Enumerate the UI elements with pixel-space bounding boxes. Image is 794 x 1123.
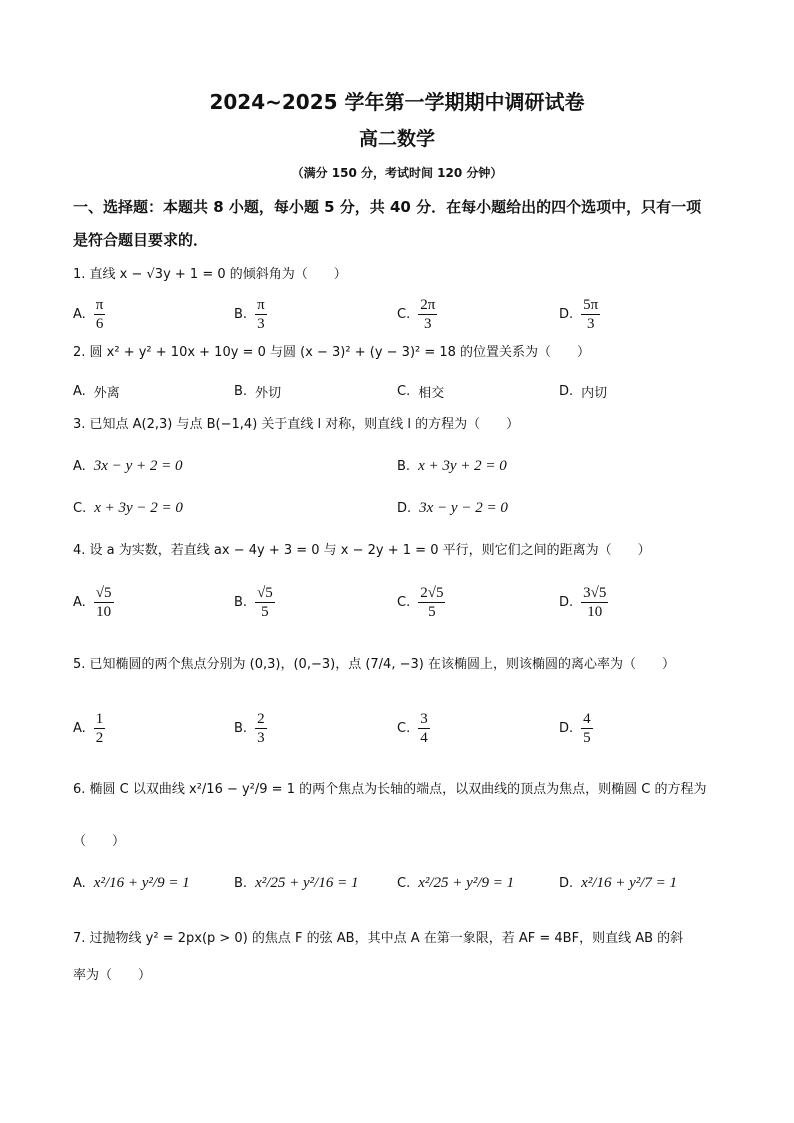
option-label: D. [559, 876, 574, 891]
question-1-option-c [397, 296, 437, 333]
option-label: A. [73, 721, 86, 736]
option-label: B. [234, 307, 248, 322]
fraction-numerator: π [95, 297, 104, 313]
option-label: A. [73, 384, 86, 399]
question-4-option-c [397, 584, 445, 621]
fraction-numerator: 2π [420, 297, 436, 313]
question-3-option-b [397, 458, 507, 475]
option-fraction [255, 710, 267, 747]
option-label: B. [234, 721, 248, 736]
option-label: D. [559, 595, 574, 610]
fraction-numerator: 1 [95, 711, 104, 727]
option-label: A. [73, 459, 86, 474]
fraction-denominator: 3 [257, 730, 265, 746]
option-label: D. [559, 721, 574, 736]
fraction-denominator: 3 [257, 316, 265, 332]
question-3-option-d [397, 500, 508, 517]
fraction-numerator: √5 [257, 585, 273, 601]
question-5-option-d [559, 710, 593, 747]
option-fraction [94, 296, 106, 333]
option-text: 3x − y + 2 = 0 [93, 458, 183, 474]
question-5-stem: 5. 已知椭圆的两个焦点分别为 (0,3)，(0,−3)，点 (7/4, −3) 在该椭圆上，则该椭圆的离心率为（ ） [73, 657, 675, 672]
question-7-stem: 7. 过抛物线 y² = 2px(p > 0) 的焦点 F 的弦 AB，其中点 A 在第一象限，若 AF = 4BF，则直线 AB 的斜 [73, 931, 684, 946]
option-label: C. [397, 876, 411, 891]
question-1-option-b [234, 296, 267, 333]
option-fraction [581, 710, 593, 747]
option-fraction [94, 584, 114, 621]
exam-note: （满分 150 分，考试时间 120 分钟） [291, 166, 503, 180]
question-3-stem: 3. 已知点 A(2,3) 与点 B(−1,4) 关于直线 l 对称，则直线 l 的方程为（ ） [73, 417, 520, 432]
option-fraction [581, 296, 600, 333]
option-label: B. [234, 876, 248, 891]
option-label: D. [559, 307, 574, 322]
fraction-denominator: 10 [587, 604, 603, 620]
question-1-stem: 1. 直线 x − √3y + 1 = 0 的倾斜角为（ ） [73, 267, 347, 282]
question-5-option-c [397, 710, 430, 747]
exam-title: 2024~2025 学年第一学期期中调研试卷 [209, 90, 585, 114]
option-text: 外离 [93, 386, 120, 401]
option-fraction [94, 710, 106, 747]
section-heading-line1: 一、选择题：本题共 8 小题，每小题 5 分，共 40 分．在每小题给出的四个选项中，只有一项 [73, 198, 702, 216]
option-label: B. [234, 595, 248, 610]
fraction-denominator: 5 [261, 604, 269, 620]
option-text: 相交 [418, 386, 445, 401]
option-text: x²/25 + y²/16 = 1 [255, 875, 359, 891]
fraction-numerator: 3 [420, 711, 428, 727]
option-text: x + 3y + 2 = 0 [418, 458, 507, 474]
question-4-option-b [234, 584, 275, 621]
option-label: A. [73, 876, 86, 891]
option-label: C. [397, 384, 411, 399]
option-label: D. [559, 384, 574, 399]
section-heading [73, 191, 733, 257]
fraction-denominator: 10 [96, 604, 112, 620]
question-6-option-d [559, 875, 677, 892]
question-2-option-c [397, 382, 444, 401]
question-2-option-b [234, 382, 281, 401]
option-text: x²/25 + y²/9 = 1 [418, 875, 515, 891]
option-label: C. [397, 721, 411, 736]
question-6-option-c [397, 875, 514, 892]
option-text: 外切 [255, 386, 282, 401]
option-label: C. [397, 307, 411, 322]
fraction-numerator: 3√5 [583, 585, 607, 601]
fraction-denominator: 2 [95, 730, 104, 746]
option-label: B. [397, 459, 411, 474]
option-text: x + 3y − 2 = 0 [94, 500, 183, 516]
exam-subject: 高二数学 [358, 128, 435, 150]
option-fraction [581, 584, 608, 621]
question-4-option-a [73, 584, 114, 621]
question-3-option-c [73, 500, 183, 517]
question-4-option-d [559, 584, 608, 621]
option-label: C. [73, 501, 87, 516]
question-6-option-b [234, 875, 358, 892]
option-label: A. [73, 595, 86, 610]
option-fraction [418, 296, 437, 333]
question-1-option-d [559, 296, 600, 333]
section-heading-line2: 是符合题目要求的． [73, 231, 209, 249]
option-text: 内切 [581, 386, 608, 401]
question-1-option-a [73, 296, 105, 333]
fraction-numerator: 4 [583, 711, 591, 727]
question-7-stem-continued: 率为（ ） [73, 968, 152, 983]
option-text: x²/16 + y²/9 = 1 [93, 875, 190, 891]
option-fraction [255, 296, 267, 333]
question-2-stem: 2. 圆 x² + y² + 10x + 10y = 0 与圆 (x − 3)² + (y − 3)² = 18 的位置关系为（ ） [73, 345, 591, 360]
fraction-denominator: 5 [428, 604, 436, 620]
question-6-stem-continued: （ ） [73, 834, 126, 849]
fraction-numerator: 2√5 [420, 585, 444, 601]
fraction-numerator: π [257, 297, 265, 313]
option-label: B. [234, 384, 248, 399]
question-6-stem: 6. 椭圆 C 以双曲线 x²/16 − y²/9 = 1 的两个焦点为长轴的端点，以双曲线的顶点为焦点，则椭圆 C 的方程为 [73, 782, 707, 797]
option-label: A. [73, 307, 86, 322]
fraction-numerator: 2 [257, 711, 265, 727]
option-text: x²/16 + y²/7 = 1 [581, 875, 678, 891]
fraction-numerator: √5 [95, 585, 112, 601]
fraction-denominator: 6 [95, 316, 104, 332]
fraction-denominator: 3 [586, 316, 595, 332]
option-label: C. [397, 595, 411, 610]
question-4-stem: 4. 设 a 为实数，若直线 ax − 4y + 3 = 0 与 x − 2y + 1 = 0 平行，则它们之间的距离为（ ） [73, 543, 651, 558]
option-fraction [255, 584, 275, 621]
question-3-option-a [73, 458, 182, 475]
fraction-denominator: 4 [420, 730, 428, 746]
fraction-numerator: 5π [583, 297, 599, 313]
option-label: D. [397, 501, 412, 516]
question-2-option-a [73, 382, 120, 401]
option-fraction [418, 710, 430, 747]
question-5-option-b [234, 710, 267, 747]
question-2-option-d [559, 382, 607, 401]
fraction-denominator: 5 [583, 730, 591, 746]
option-text: 3x − y − 2 = 0 [419, 500, 508, 516]
question-6-option-a [73, 875, 190, 892]
option-fraction [418, 584, 445, 621]
question-5-option-a [73, 710, 105, 747]
fraction-denominator: 3 [424, 316, 432, 332]
